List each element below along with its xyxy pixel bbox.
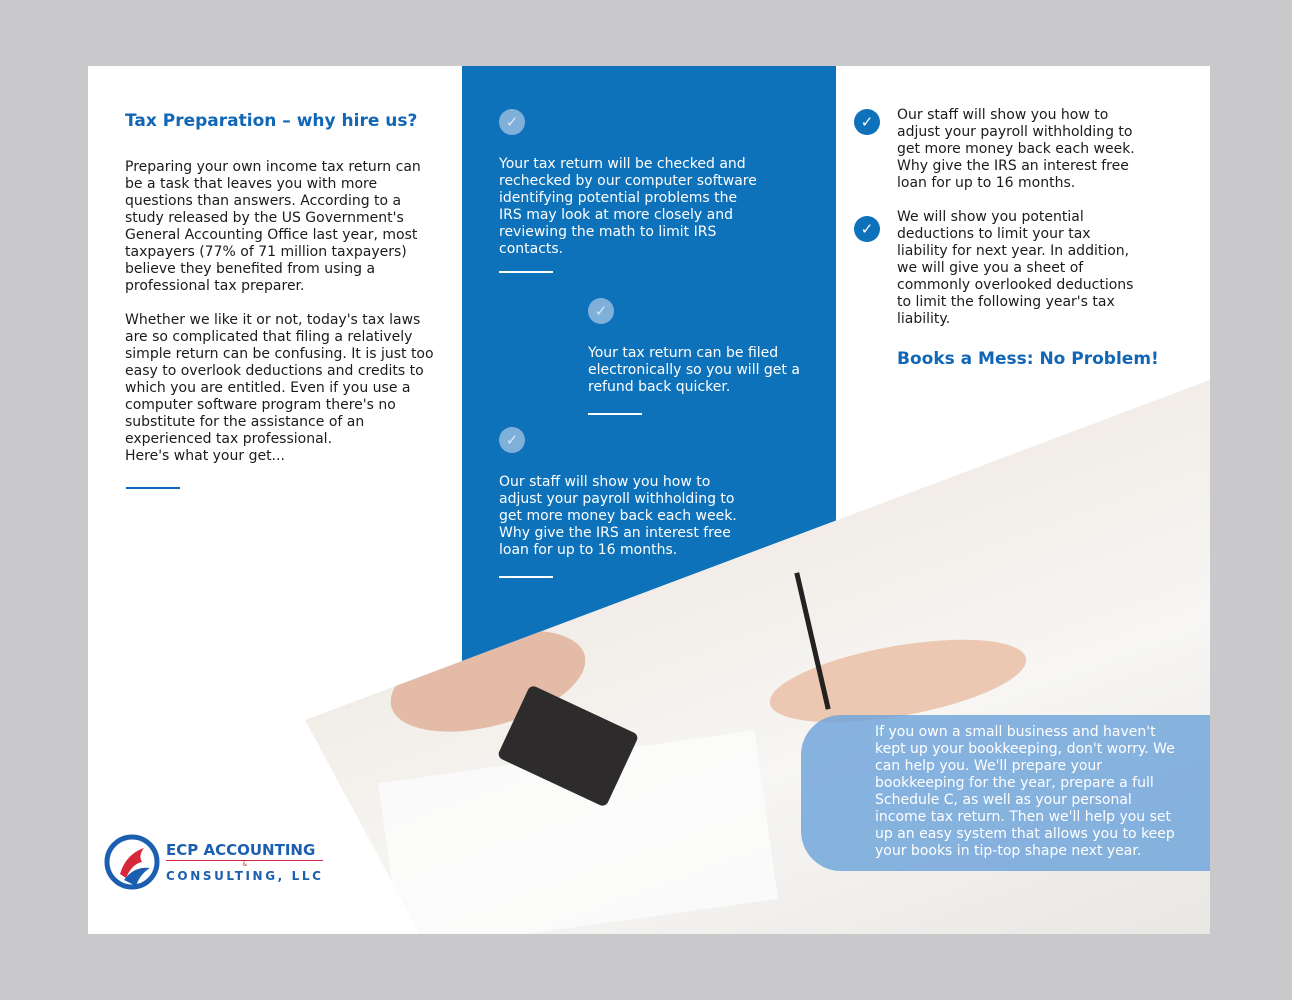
divider [499,576,553,578]
right-item-1: Our staff will show you how to adjust your payroll withholding to get more money back each week. Why give the IRS an interest free loan for up to 16 months. [897,107,1135,191]
check-icon: ✓ [854,109,880,135]
left-paragraph-3: Here's what your get... [125,448,285,464]
right-title: Books a Mess: No Problem! [897,349,1159,369]
check-icon: ✓ [499,427,525,453]
eagle-logo-icon [104,834,160,890]
left-title: Tax Preparation – why hire us? [125,111,418,131]
check-icon: ✓ [854,216,880,242]
company-logo [104,834,323,890]
middle-item-2: Your tax return can be filed electronically so you will get a refund back quicker. [588,345,800,395]
divider [126,487,180,489]
divider [588,413,642,415]
logo-amp: & [166,860,323,868]
left-paragraph-2: Whether we like it or not, today's tax laws are so complicated that filing a relatively simple return can be confusing. It is just too easy to overlook deductions and credits to which you are entitled. Even if you use a computer software program there's no substitute for the assistance of an experienced tax professional. [125,312,434,447]
brochure-page [88,66,1210,934]
bookkeeping-text: If you own a small business and haven't kept up your bookkeeping, don't worry. We can help you. We'll prepare your bookkeeping for the year, prepare a full Schedule C, as well as your personal income tax return. Then we'll help you set up an easy system that allows you to keep your books in tip-top shape next year. [875,724,1175,859]
middle-item-3: Our staff will show you how to adjust your payroll withholding to get more money back each week. Why give the IRS an interest free loan for up to 16 months. [499,474,737,558]
left-paragraph-1: Preparing your own income tax return can be a task that leaves you with more questions than answers. According to a study released by the US Government's General Accounting Office last year, most taxpayers (77% of 71 million taxpayers) believe they benefited from using a professional tax preparer. [125,159,421,294]
divider [499,271,553,273]
logo-line-2: CONSULTING, LLC [166,869,324,883]
logo-line-1: ECP ACCOUNTING [166,841,316,859]
check-icon: ✓ [588,298,614,324]
right-item-2: We will show you potential deductions to limit your tax liability for next year. In addition, we will give you a sheet of commonly overlooked deductions to limit the following year's tax liability. [897,209,1134,327]
check-icon: ✓ [499,109,525,135]
middle-item-1: Your tax return will be checked and rechecked by our computer software identifying potential problems the IRS may look at more closely and reviewing the math to limit IRS contacts. [499,156,757,257]
